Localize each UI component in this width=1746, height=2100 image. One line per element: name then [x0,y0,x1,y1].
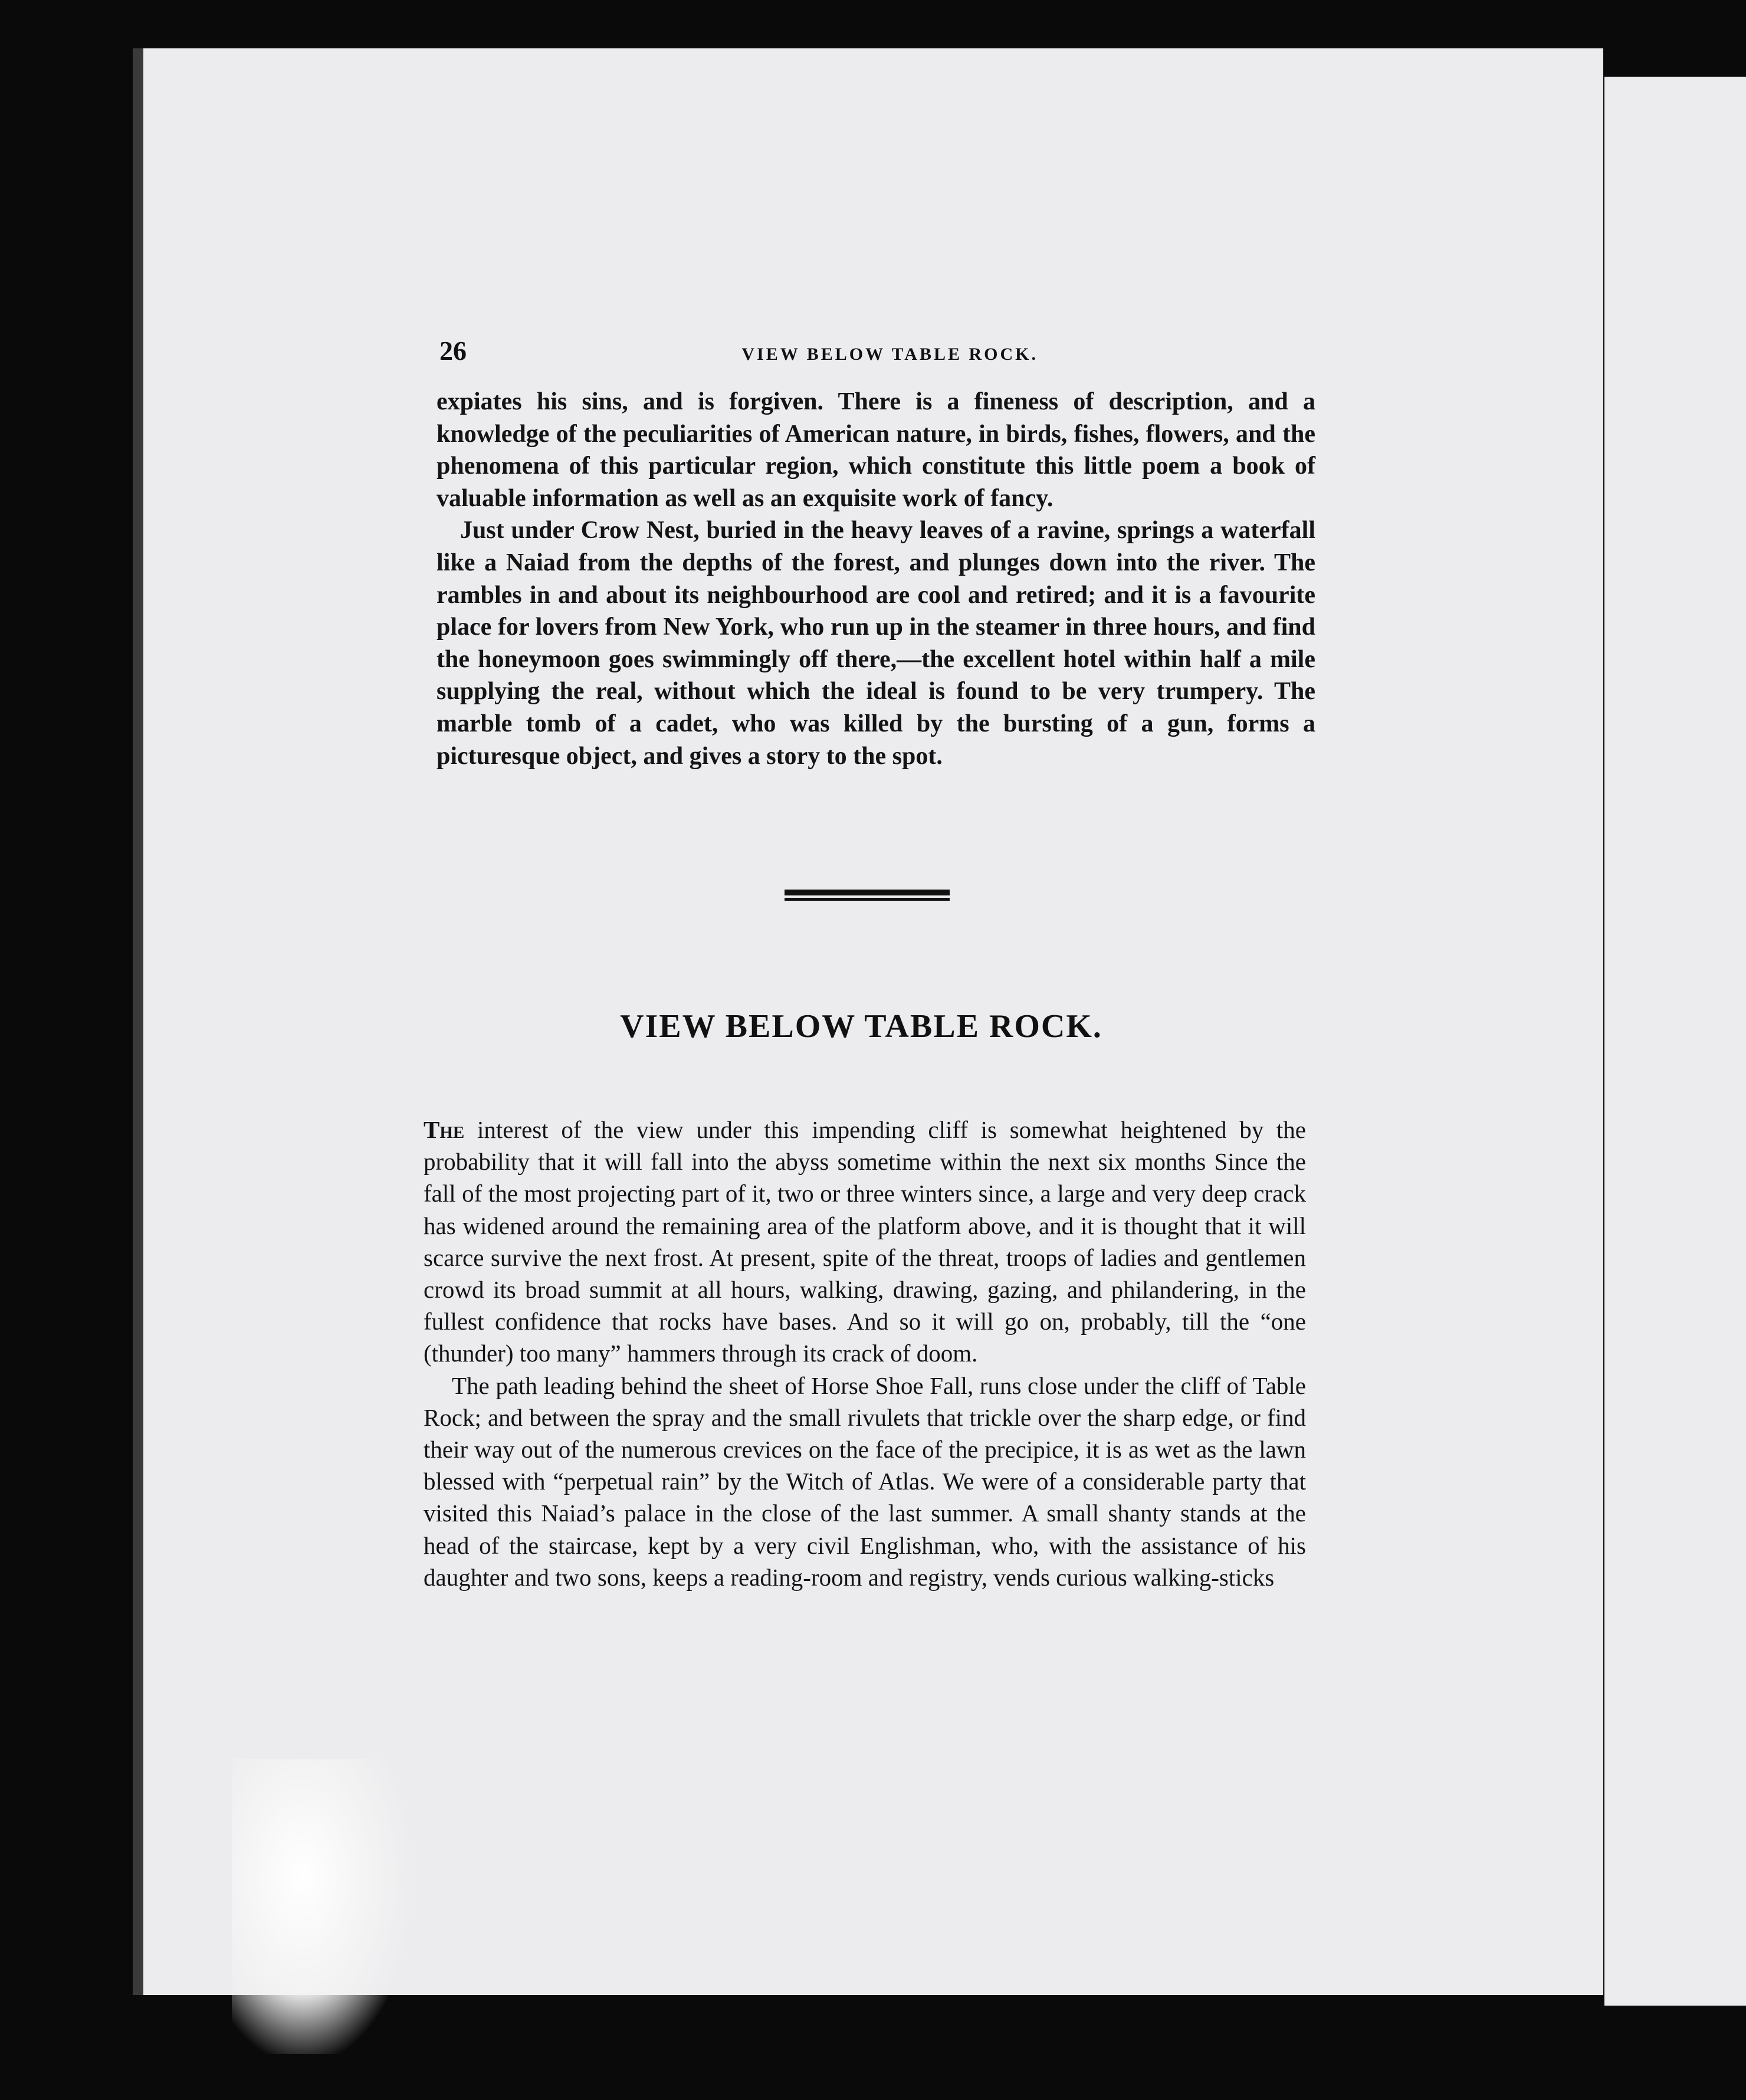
section-divider-rule [785,890,950,903]
divider-thick-line [785,890,950,895]
page-number: 26 [439,336,467,366]
paragraph: expiates his sins, and is forgiven. There is a fineness of description, and a knowledge of the peculiarities of American nature, in birds, fishes, flowers, and the phenomena of this particular region, which constitute this little poem a book of valuable information as well as an exquisite work of fancy. [436,388,1315,512]
previous-section-text [436,386,1315,772]
paragraph: The path leading behind the sheet of Horse Shoe Fall, runs close under the cliff of Table Rock; and between the spray and the small rivulets that trickle over the sharp edge, or find their way out of the numerous crevices on the face of the precipice, it is as wet as the lawn blessed with “perpetual rain” by the Witch of Atlas. We were of a considerable party that visited this Naiad’s palace in the close of the last summer. A small shanty stands at the head of the staircase, kept by a very civil Englishman, who, with the assistance of his daughter and two sons, keeps a reading-room and registry, vends curious walking-sticks [424,1371,1306,1591]
page-stain [232,1759,409,2054]
drop-word: The [424,1116,465,1143]
paragraph: Just under Crow Nest, buried in the heavy leaves of a ravine, springs a waterfall like a Naiad from the depths of the forest, and plunges down into the river. The rambles in and about its neighbourhood are cool and retired; and it is a favourite place for lovers from New York, who run up in the steamer in three hours, and find the honeymoon goes swimmingly off there,—the excellent hotel within half a mile supplying the real, without which the ideal is found to be very trumpery. The marble tomb of a cadet, who was killed by the bursting of a gun, forms a picturesque object, and gives a story to the spot. [436,517,1315,770]
running-title: VIEW BELOW TABLE ROCK. [741,344,1038,364]
running-head [439,335,1312,370]
section-heading: VIEW BELOW TABLE ROCK. [620,1008,1102,1045]
paragraph [424,1114,1306,1370]
facing-page-edge [1604,77,1746,2006]
paragraph-text: interest of the view under this impending cliff is somewhat heightened by the probability that it will fall into the abyss sometime within the next six months Since the fall of the most projecting part of it, two or three winters since, a large and very deep crack has widened around the remaining area of the platform above, and it is thought that it will scarce survive the next frost. At present, spite of the threat, troops of ladies and gentlemen crowd its broad summit at all hours, walking, drawing, gazing, and philandering, in the fullest confidence that rocks have bases. And so it will go on, probably, till the “one (thunder) too many” hammers through its crack of doom. [424,1116,1306,1367]
section-body [424,1114,1306,1593]
divider-thin-line [785,898,950,901]
